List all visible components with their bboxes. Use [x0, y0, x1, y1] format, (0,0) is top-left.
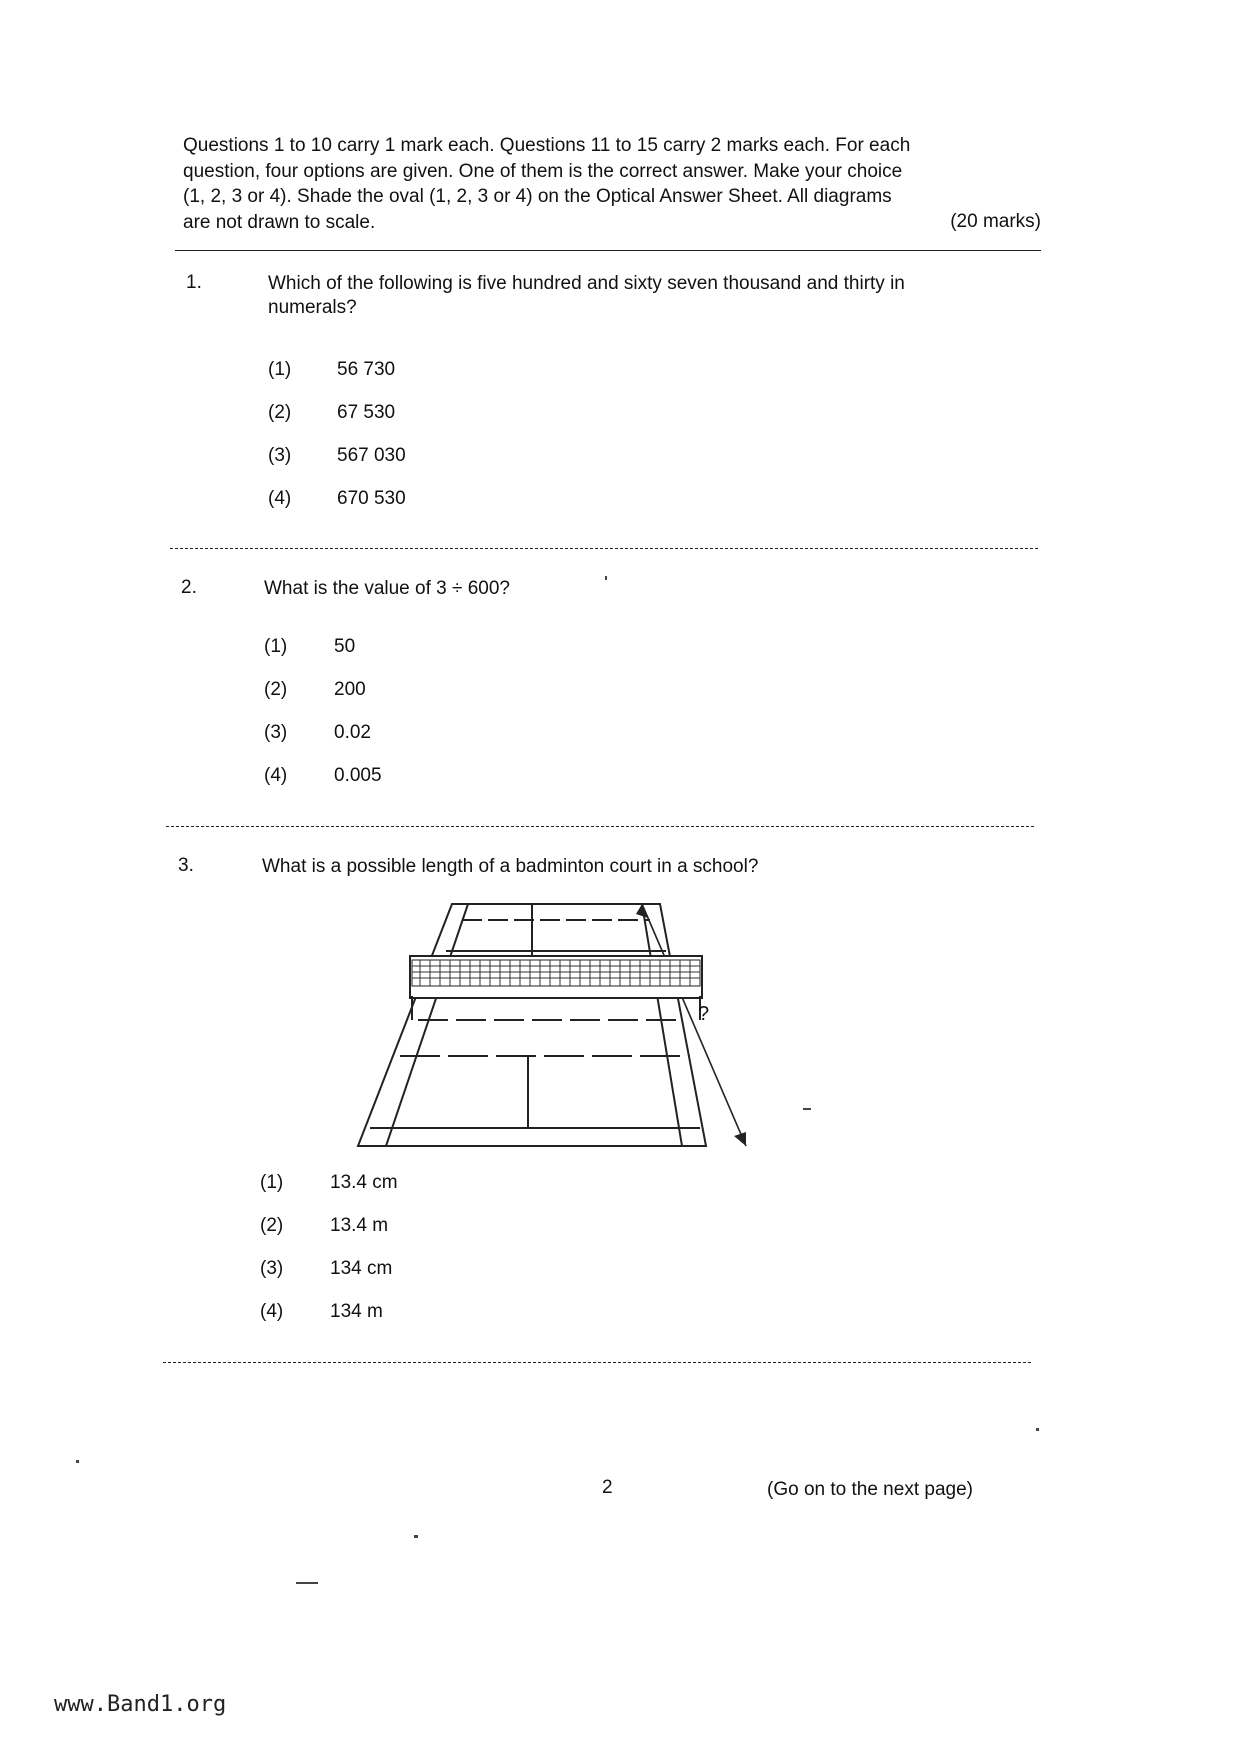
- court-side-line: [642, 904, 682, 1146]
- q3-option-1-label: (1): [260, 1172, 284, 1193]
- divider: [175, 250, 1041, 251]
- q2-option-1-label: (1): [264, 636, 288, 657]
- q1-option-2-value: 67 530: [337, 402, 396, 423]
- q2-option-3-label: (3): [264, 722, 288, 743]
- badminton-court-diagram: [350, 896, 780, 1158]
- q3-option-1-value: 13.4 cm: [330, 1172, 398, 1193]
- instructions-line: question, four options are given. One of them is the correct answer. Make your choice: [183, 160, 903, 182]
- q2-option-2-label: (2): [264, 679, 288, 700]
- question-2-text: [264, 577, 1044, 601]
- scan-speck: [296, 1582, 318, 1584]
- scan-speck: [76, 1460, 79, 1463]
- scan-speck: [414, 1535, 418, 1538]
- question-1-text-line: Which of the following is five hundred and sixty seven thousand and thirty in: [268, 273, 905, 294]
- court-side-line: [386, 904, 468, 1146]
- question-3-text: [262, 855, 1042, 879]
- q2-option-4-label: (4): [264, 765, 288, 786]
- q2-option-1-value: 50: [334, 636, 356, 657]
- q1-option-3-value: 567 030: [337, 445, 406, 466]
- length-measure-line: [642, 904, 746, 1146]
- length-unknown-label: ?: [698, 1003, 710, 1025]
- question-3-text-line: What is a possible length of a badminton court in a school?: [262, 856, 759, 877]
- arrowhead-icon: [734, 1132, 746, 1146]
- scan-speck: [1036, 1428, 1039, 1431]
- arrowhead-icon: [636, 904, 648, 918]
- q3-option-2-label: (2): [260, 1215, 284, 1236]
- next-page-note: (Go on to the next page): [767, 1479, 973, 1500]
- court-net: [410, 956, 702, 1020]
- q1-option-3-label: (3): [268, 445, 292, 466]
- q1-option-1-value: 56 730: [337, 359, 396, 380]
- q3-option-4-value: 134 m: [330, 1301, 383, 1322]
- question-1-text-line: numerals?: [268, 297, 357, 318]
- question-1-text: [268, 272, 1048, 320]
- page-number: 2: [602, 1477, 613, 1498]
- instructions-block: [183, 133, 1041, 235]
- question-3-number: 3.: [178, 855, 194, 876]
- scan-speck: [803, 1108, 811, 1110]
- divider: [170, 548, 1038, 549]
- scan-speck: [605, 576, 607, 580]
- q3-option-3-value: 134 cm: [330, 1258, 393, 1279]
- instructions-line: Questions 1 to 10 carry 1 mark each. Questions 11 to 15 carry 2 marks each. For each: [183, 135, 911, 156]
- question-1-number: 1.: [186, 272, 202, 293]
- q1-option-2-label: (2): [268, 402, 292, 423]
- instructions-line: are not drawn to scale.: [183, 211, 376, 233]
- instructions-line: (1, 2, 3 or 4). Shade the oval (1, 2, 3 or 4) on the Optical Answer Sheet. All diagrams: [183, 186, 892, 207]
- question-2-number: 2.: [181, 577, 197, 598]
- q1-option-4-label: (4): [268, 488, 292, 509]
- q2-option-2-value: 200: [334, 679, 366, 700]
- q2-option-4-value: 0.005: [334, 765, 382, 786]
- q3-option-2-value: 13.4 m: [330, 1215, 389, 1236]
- q1-option-4-value: 670 530: [337, 488, 406, 509]
- divider: [163, 1362, 1031, 1363]
- total-marks: (20 marks): [950, 211, 1041, 232]
- watermark: www.Band1.org: [54, 1692, 227, 1717]
- question-2-text-line: What is the value of 3 ÷ 600?: [264, 578, 510, 599]
- divider: [166, 826, 1034, 827]
- q2-option-3-value: 0.02: [334, 722, 371, 743]
- q3-option-3-label: (3): [260, 1258, 284, 1279]
- q3-option-4-label: (4): [260, 1301, 284, 1322]
- q1-option-1-label: (1): [268, 359, 292, 380]
